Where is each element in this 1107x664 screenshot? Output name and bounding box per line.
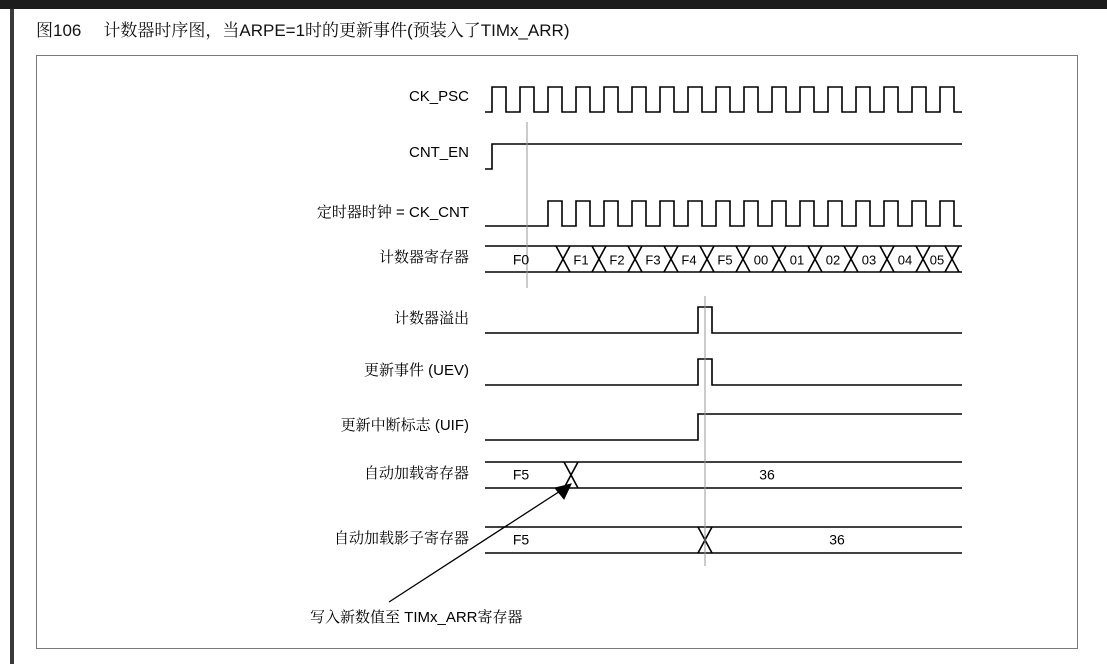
wave-ck-psc — [485, 87, 962, 112]
counter-value-9: 03 — [861, 252, 877, 268]
row-label-arr-shadow: 自动加载影子寄存器 — [333, 530, 469, 547]
figure-number: 图106 — [36, 21, 82, 40]
counter-value-8: 02 — [825, 252, 841, 268]
annotation-arrowhead — [555, 484, 571, 499]
row-label-cnt-en: CNT_EN — [408, 144, 469, 161]
figure-title: 计数器时序图，当ARPE=1时的更新事件(预装入了TIMx_ARR) — [103, 21, 570, 40]
counter-value-2: F2 — [609, 252, 625, 268]
timing-waveforms — [37, 56, 1077, 648]
counter-value-1: F1 — [573, 252, 589, 268]
annotation-arrow — [389, 484, 571, 602]
wave-ck-cnt — [485, 201, 962, 226]
auto-reload-new: 36 — [759, 466, 775, 483]
counter-value-11: 05 — [929, 252, 945, 268]
counter-value-3: F3 — [645, 252, 661, 268]
row-label-uif: 更新中断标志 (UIF) — [340, 417, 469, 434]
row-label-arr: 自动加载寄存器 — [363, 465, 469, 482]
left-page-rule — [10, 9, 14, 664]
counter-value-6: 00 — [753, 252, 769, 268]
row-label-ck-psc: CK_PSC — [408, 88, 469, 105]
wave-counter-overflow — [485, 307, 962, 333]
figure-caption — [36, 16, 570, 41]
figure-frame — [36, 55, 1078, 649]
row-label-cnt-reg: 计数器寄存器 — [378, 249, 469, 266]
counter-value-7: 01 — [789, 252, 805, 268]
row-label-uev: 更新事件 (UEV) — [363, 362, 469, 379]
wave-cnt-en — [485, 144, 962, 169]
counter-value-4: F4 — [681, 252, 697, 268]
counter-value-0: F0 — [512, 251, 530, 268]
wave-uif — [485, 414, 962, 440]
auto-reload-old: F5 — [512, 466, 530, 483]
write-annotation-label: 写入新数值至 TIMx_ARR寄存器 — [310, 609, 523, 626]
counter-value-5: F5 — [717, 252, 733, 268]
row-label-overflow: 计数器溢出 — [393, 310, 469, 327]
row-label-ck-cnt: 定时器时钟 = CK_CNT — [316, 204, 469, 221]
wave-auto-reload-shadow-register — [485, 527, 962, 553]
top-dark-bar — [0, 0, 1107, 9]
wave-auto-reload-register — [485, 462, 962, 488]
auto-reload-shadow-new: 36 — [829, 531, 845, 548]
wave-uev — [485, 359, 962, 385]
counter-value-10: 04 — [897, 252, 913, 268]
auto-reload-shadow-old: F5 — [512, 531, 530, 548]
